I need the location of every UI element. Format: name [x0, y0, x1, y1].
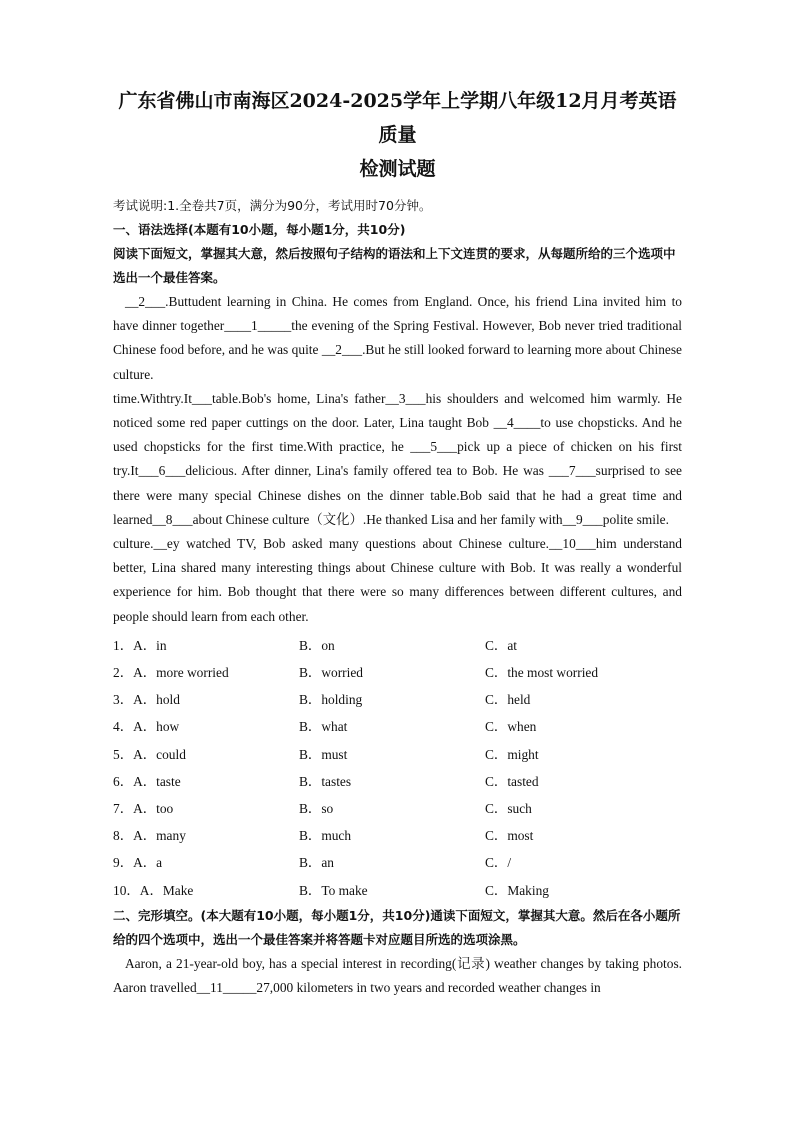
option-a: 3．A．hold	[113, 692, 180, 708]
section2-heading: 二、完形填空。(本大题有10小题，每小题1分，共10分)通读下面短文，掌握其大意。然后在各小题所给的四个选项中，选出一个最佳答案并将答题卡对应题目所选的选项涂黑。	[113, 907, 681, 947]
option-b: B．holding	[299, 692, 363, 708]
option-c: C．the most worried	[485, 665, 599, 681]
option-c: C．tasted	[485, 773, 539, 789]
option-a: 1．A．in	[113, 637, 167, 653]
option-b: B．an	[299, 855, 334, 871]
option-b: B．what	[299, 719, 348, 735]
option-a: 10．A．Make	[113, 882, 194, 898]
option-b: B．tastes	[299, 773, 352, 789]
passage1-paragraph: time.Withtry.It___table.Bob's home, Lina's father__3___his shoulders and welcomed him warmly. He noticed some red paper cuttings on the door. Later, Lina taught Bob __4____to use chopsticks. And he used chopsticks for the first time.With practice, he ___5___pick up a piece of chicken on his first try.It___6___delicious. After dinner, Lina's family offered tea to Bob. He was ___7___surprised to see there were many special Chinese dishes on the dinner table.Bob said that he had a great time and learned__8___about Chinese culture（文化）.He thanked Lisa and her family with__9___polite smile.	[113, 390, 682, 527]
option-row	[113, 822, 682, 849]
exam-title-line2: 检测试题	[359, 158, 436, 180]
option-c: C．Making	[485, 882, 549, 898]
passage1-paragraph: culture.__ey watched TV, Bob asked many questions about Chinese culture.__10___him understand better, Lina shared many interesting things about Chinese culture with Bob. It was really a wonderful experience for him. Bob thought that there were so many differences between different cultures, and people should learn from each other.	[113, 536, 682, 624]
exam-title	[113, 0, 682, 186]
option-a: 2．A．more worried	[113, 665, 229, 681]
option-row	[113, 686, 682, 713]
option-c: C．/	[485, 855, 512, 871]
option-b: B．on	[299, 637, 335, 653]
option-row	[113, 632, 682, 659]
option-c: C．held	[485, 692, 531, 708]
option-c: C．when	[485, 719, 537, 735]
passage2-paragraph: Aaron, a 21-year-old boy, has a special interest in recording(记录) weather changes by taking photos. Aaron travelled__11_____27,000 kilometers in two years and recorded weather changes in	[113, 955, 682, 995]
option-b: B．must	[299, 746, 348, 762]
option-b: B．much	[299, 828, 352, 844]
options-list	[113, 632, 682, 904]
option-a: 7．A．too	[113, 800, 174, 816]
option-c: C．most	[485, 828, 534, 844]
option-a: 6．A．taste	[113, 773, 181, 789]
option-row	[113, 849, 682, 876]
section1-heading: 一、语法选择(本题有10小题，每小题1分，共10分)	[113, 222, 406, 237]
option-row	[113, 768, 682, 795]
option-row	[113, 659, 682, 686]
option-a: 8．A．many	[113, 828, 186, 844]
option-c: C．might	[485, 746, 539, 762]
option-b: B．To make	[299, 882, 368, 898]
option-a: 5．A．could	[113, 746, 186, 762]
option-c: C．such	[485, 800, 532, 816]
option-a: 4．A．how	[113, 719, 180, 735]
exam-note: 考试说明:1.全卷共7页，满分为90分，考试用时70分钟。	[113, 198, 432, 213]
exam-title-line1: 广东省佛山市南海区2024-2025学年上学期八年级12月月考英语质量	[118, 90, 677, 146]
option-row	[113, 795, 682, 822]
option-c: C．at	[485, 637, 517, 653]
option-row	[113, 741, 682, 768]
option-row	[113, 877, 682, 904]
passage1-paragraph: __2___.Buttudent learning in China. He comes from England. Once, his friend Lina invited him to have dinner together____1_____the evening of the Spring Festival. However, Bob never tried traditional Chinese food before, and he was quite __2___.But he still looked forward to learning more about Chinese culture.	[113, 294, 682, 382]
option-b: B．so	[299, 800, 334, 816]
section1-instruction: 阅读下面短文，掌握其大意，然后按照句子结构的语法和上下文连贯的要求，从每题所给的三个选项中选出一个最佳答案。	[113, 246, 676, 285]
option-row	[113, 713, 682, 740]
option-b: B．worried	[299, 665, 363, 681]
option-a: 9．A．a	[113, 855, 163, 871]
